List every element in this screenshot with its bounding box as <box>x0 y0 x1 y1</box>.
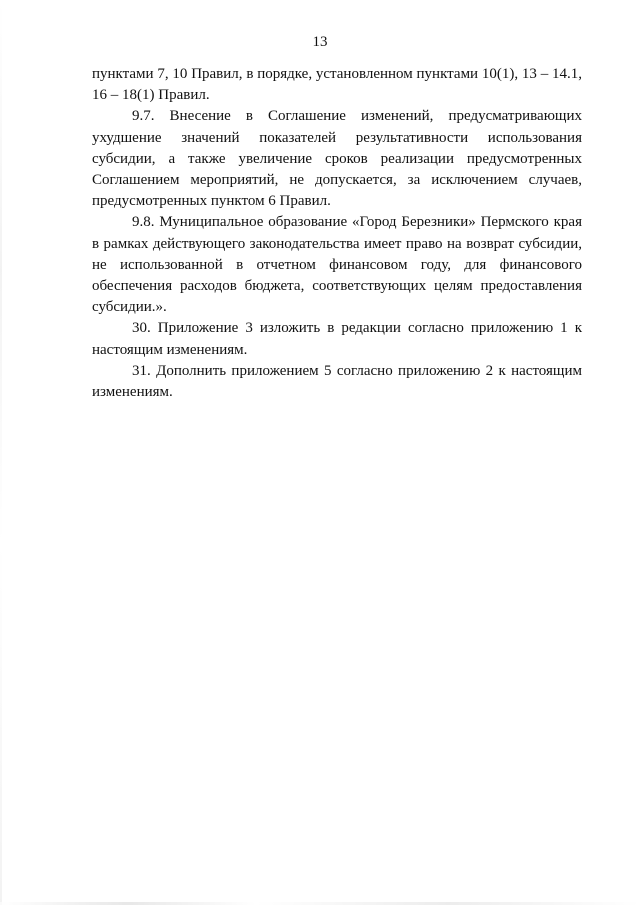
paragraph-9-8: 9.8. Муниципальное образование «Город Березники» Пермского края в рамках действующего законодательства имеет право на возврат субсидии, не использованной в отчетном финансовом году, для финансового обеспечения расходов бюджета, соответствующих целям предоставления субсидии.». <box>92 214 582 316</box>
paragraph-9-7: 9.7. Внесение в Соглашение изменений, предусматривающих ухудшение значений показателей результативности использования субсидии, а также увеличение сроков реализации предусмотренных Соглашением мероприятий, не допускается, за исключением случаев, предусмотренных пунктом 6 Правил. <box>92 108 582 210</box>
paragraph-continuation: пунктами 7, 10 Правил, в порядке, установленном пунктами 10(1), 13 – 14.1, 16 – 18(1) Правил. <box>92 66 582 104</box>
document-body <box>92 64 582 403</box>
page-number: 13 <box>312 34 328 50</box>
paragraph-31: 31. Дополнить приложением 5 согласно приложению 2 к настоящим изменениям. <box>92 362 582 401</box>
scan-edge-left <box>0 0 2 905</box>
paragraph-30: 30. Приложение 3 изложить в редакции согласно приложению 1 к настоящим изменениям. <box>92 320 582 358</box>
